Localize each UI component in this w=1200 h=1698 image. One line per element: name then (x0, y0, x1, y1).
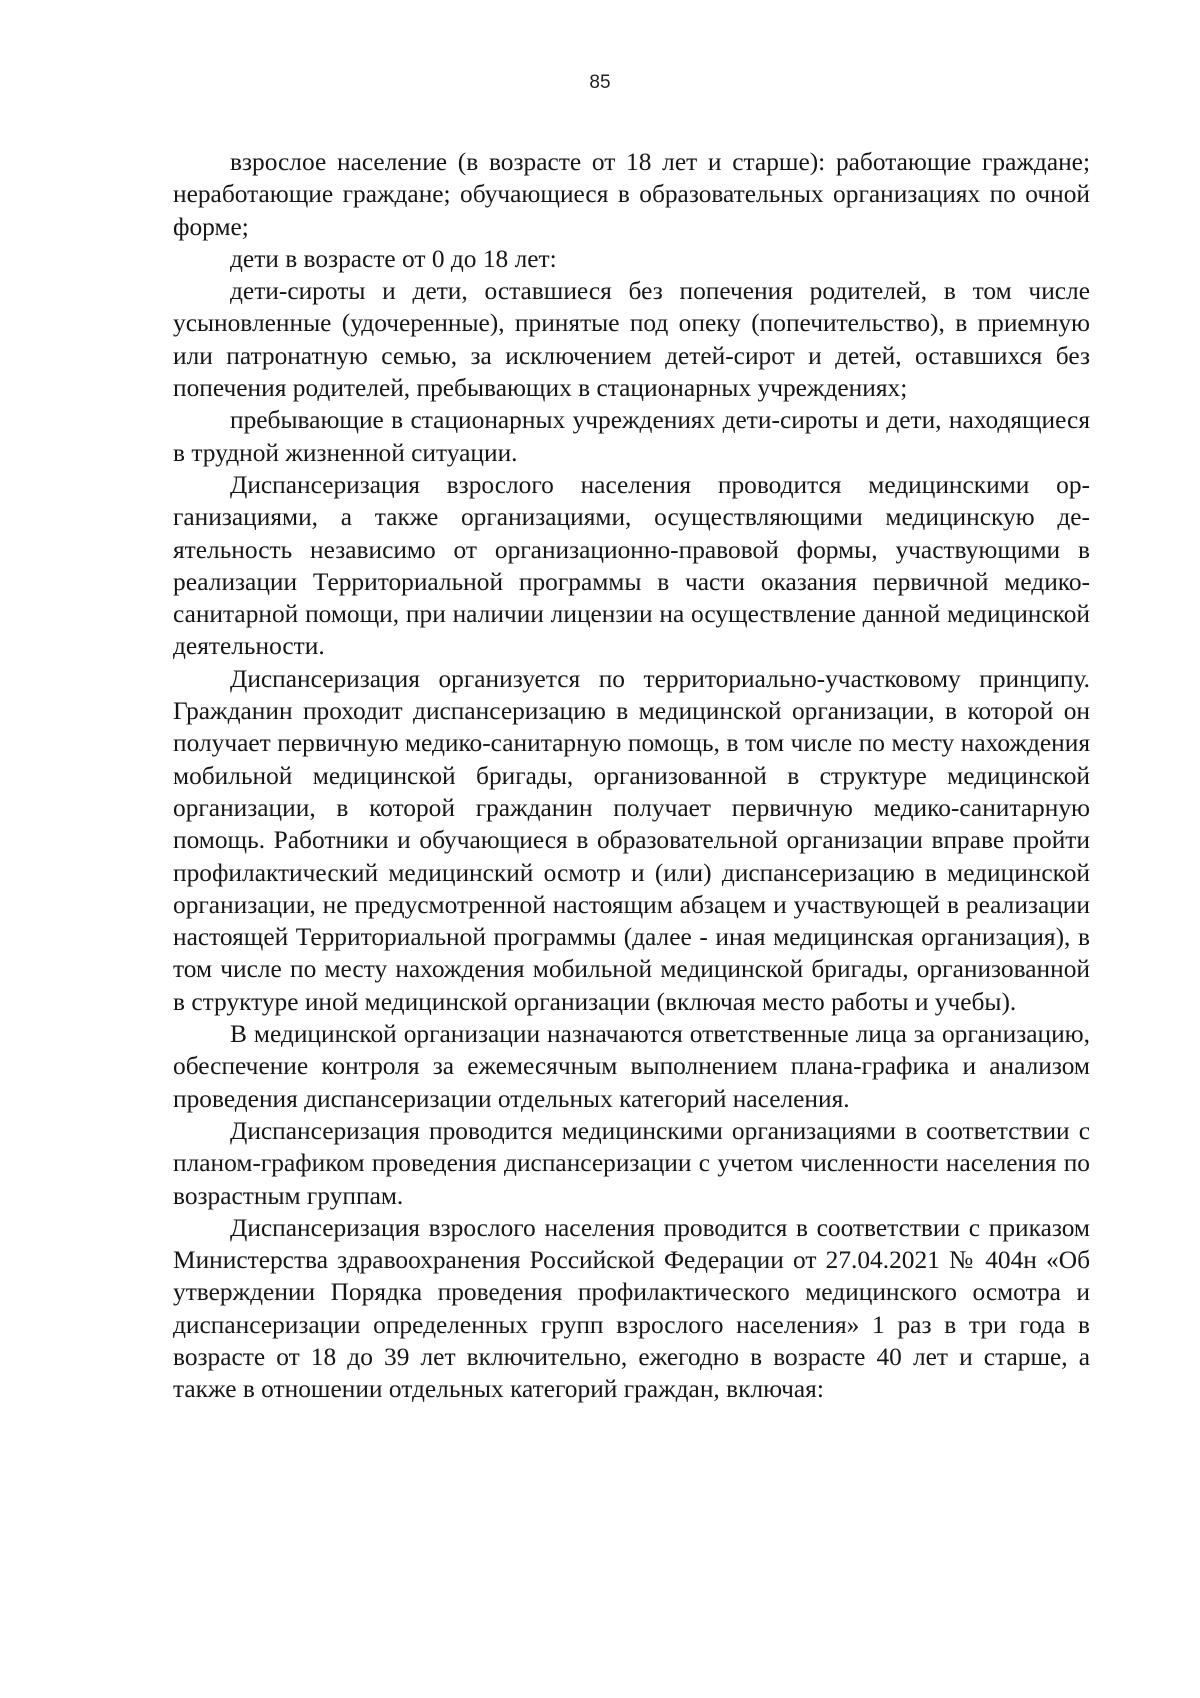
paragraph-orphans: дети-сироты и дети, оставшиеся без попечения родителей, в том числе усыновленные (удочеренные), принятые под опеку (попечительство), в приемную или патронатную семью, за исключением детей-сирот и детей, оставшихся без попечения родителей, пребывающих в стационарных учреждениях; (173, 277, 1090, 403)
paragraph-adult-population: взрослое население (в возрасте от 18 лет и старше): работающие граждане; неработающие граждане; обучающиеся в образовательных организациях по очной форме; (173, 148, 1090, 241)
paragraph-children-heading: дети в возрасте от 0 до 18 лет: (230, 244, 557, 273)
paragraph-dispensary-organizations: Диспансеризация взрослого населения проводится медицинскими организациями, а также организациями, осуществляющими медицинскую деятельность независимо от организационно-правовой формы, участвующими в реализации Территориальной программы в части оказания первичной медико-санитарной помощи, при наличии лицензии на осуществление данной медицинской деятельности. (173, 470, 1090, 661)
paragraph-schedule: Диспансеризация проводится медицинскими организациями в соответствии с планом-графиком проведения диспансеризации с учетом численности населения по возрастным группам. (173, 1116, 1090, 1210)
page-number: 85 (589, 72, 611, 93)
paragraph-territorial-principle: Диспансеризация организуется по территориально-участковому принципу. Гражданин проходит диспансеризацию в медицинской организации, в которой он получает первичную медико-санитарную помощь, в том числе по месту нахождения мобильной медицинской бригады, организованной в структуре медицинской организации, в которой гражданин получает первичную медико-санитарную помощь. Работники и обучающиеся в образовательной организации вправе пройти профилактический медицинский осмотр и (или) диспансеризацию в медицинской организации, не предусмотренной настоящим абзацем и участвующей в реализации настоящей Территориальной программы (далее - иная медицинская организация), в том числе по месту нахождения мобильной медицинской бригады, организованной в структуре иной медицинской организации (включая место работы и учебы). (173, 664, 1090, 1016)
paragraph-orphans-institutions: пребывающие в стационарных учреждениях дети-сироты и дети, находящиеся в трудной жизненной ситуации. (173, 406, 1090, 467)
document-body (173, 146, 1090, 1406)
paragraph-ministry-order: Диспансеризация взрослого населения проводится в соответствии с приказом Министерства здравоохранения Российской Федерации от 27.04.2021 № 404н «Об утверждении Порядка проведения профилактического медицинского осмотра и диспансеризации определенных групп взрослого населения» 1 раз в три года в возрасте от 18 до 39 лет включительно, ежегодно в возрасте 40 лет и старше, а также в отношении отдельных категорий граждан, включая: (173, 1213, 1090, 1404)
paragraph-responsible-persons: В медицинской организации назначаются ответственные лица за организацию, обеспечение контроля за ежемесячным выполнением плана-графика и анализом проведения диспансеризации отдельных категорий населения. (173, 1020, 1090, 1113)
